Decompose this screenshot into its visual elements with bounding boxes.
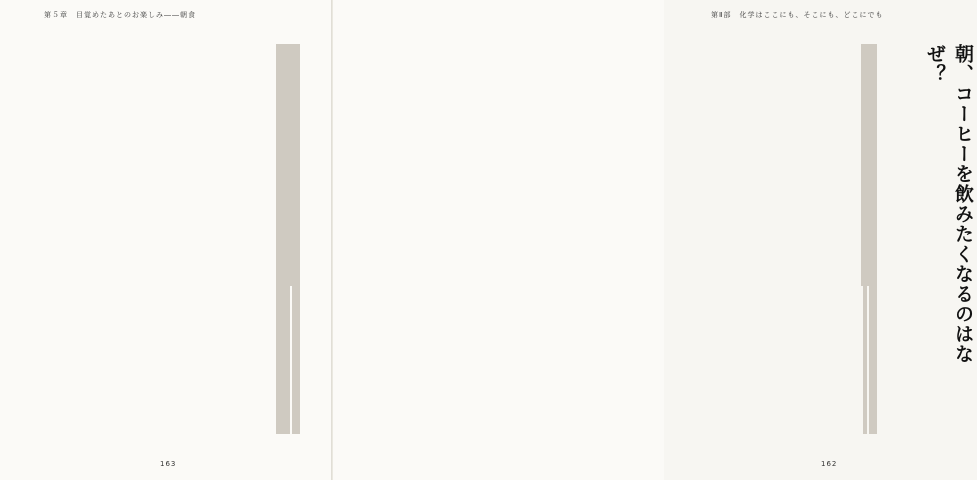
- text-line-placeholder: [298, 44, 300, 434]
- text-line-placeholder: [867, 44, 869, 286]
- text-line: [298, 44, 300, 434]
- body-text-right: [711, 44, 877, 434]
- text-line: [863, 44, 865, 434]
- text-line: [288, 44, 290, 434]
- text-line: [276, 44, 278, 434]
- left-page: [0, 0, 331, 480]
- text-line: [867, 44, 869, 434]
- text-line-placeholder: [863, 44, 865, 434]
- page-number-right: 162: [821, 460, 838, 468]
- text-line-placeholder: [873, 44, 875, 434]
- right-page: [333, 0, 974, 480]
- text-line: [292, 44, 294, 434]
- text-line: [873, 44, 875, 434]
- text-line: [871, 44, 873, 434]
- text-line: [282, 44, 284, 434]
- text-line-placeholder: [871, 44, 873, 434]
- text-line-placeholder: [292, 44, 294, 434]
- chapter-title: 朝、コーヒーを飲みたくなるのはなぜ？: [924, 44, 974, 364]
- text-line-placeholder: [278, 44, 280, 434]
- text-line: [286, 44, 288, 434]
- text-line-placeholder: [282, 44, 284, 434]
- running-head-left: 第５章 目覚めたあとのお楽しみ――朝食: [44, 11, 196, 19]
- text-line: [865, 44, 867, 434]
- text-line: [861, 44, 863, 434]
- text-line-placeholder: [294, 44, 296, 434]
- text-line: [280, 44, 282, 434]
- text-line-placeholder: [875, 44, 877, 434]
- text-line-placeholder: [280, 44, 282, 434]
- text-line-placeholder: [288, 44, 290, 434]
- body-text-left: [44, 44, 300, 434]
- page-number-left: 163: [160, 460, 177, 468]
- running-head-right: 第Ⅱ部 化学はここにも、そこにも、どこにでも: [711, 11, 884, 19]
- text-line-placeholder: [290, 44, 292, 286]
- text-line: [284, 44, 286, 434]
- text-line: [296, 44, 298, 434]
- text-line: [294, 44, 296, 434]
- text-line-placeholder: [276, 44, 278, 434]
- text-line: [290, 44, 292, 434]
- text-line-placeholder: [284, 44, 286, 434]
- text-line: [869, 44, 871, 434]
- text-line: [278, 44, 280, 434]
- text-line-placeholder: [865, 44, 867, 434]
- text-line-placeholder: [861, 44, 863, 286]
- text-line-placeholder: [296, 44, 298, 434]
- text-line: [875, 44, 877, 434]
- text-line-placeholder: [286, 44, 288, 434]
- text-line-placeholder: [869, 44, 871, 434]
